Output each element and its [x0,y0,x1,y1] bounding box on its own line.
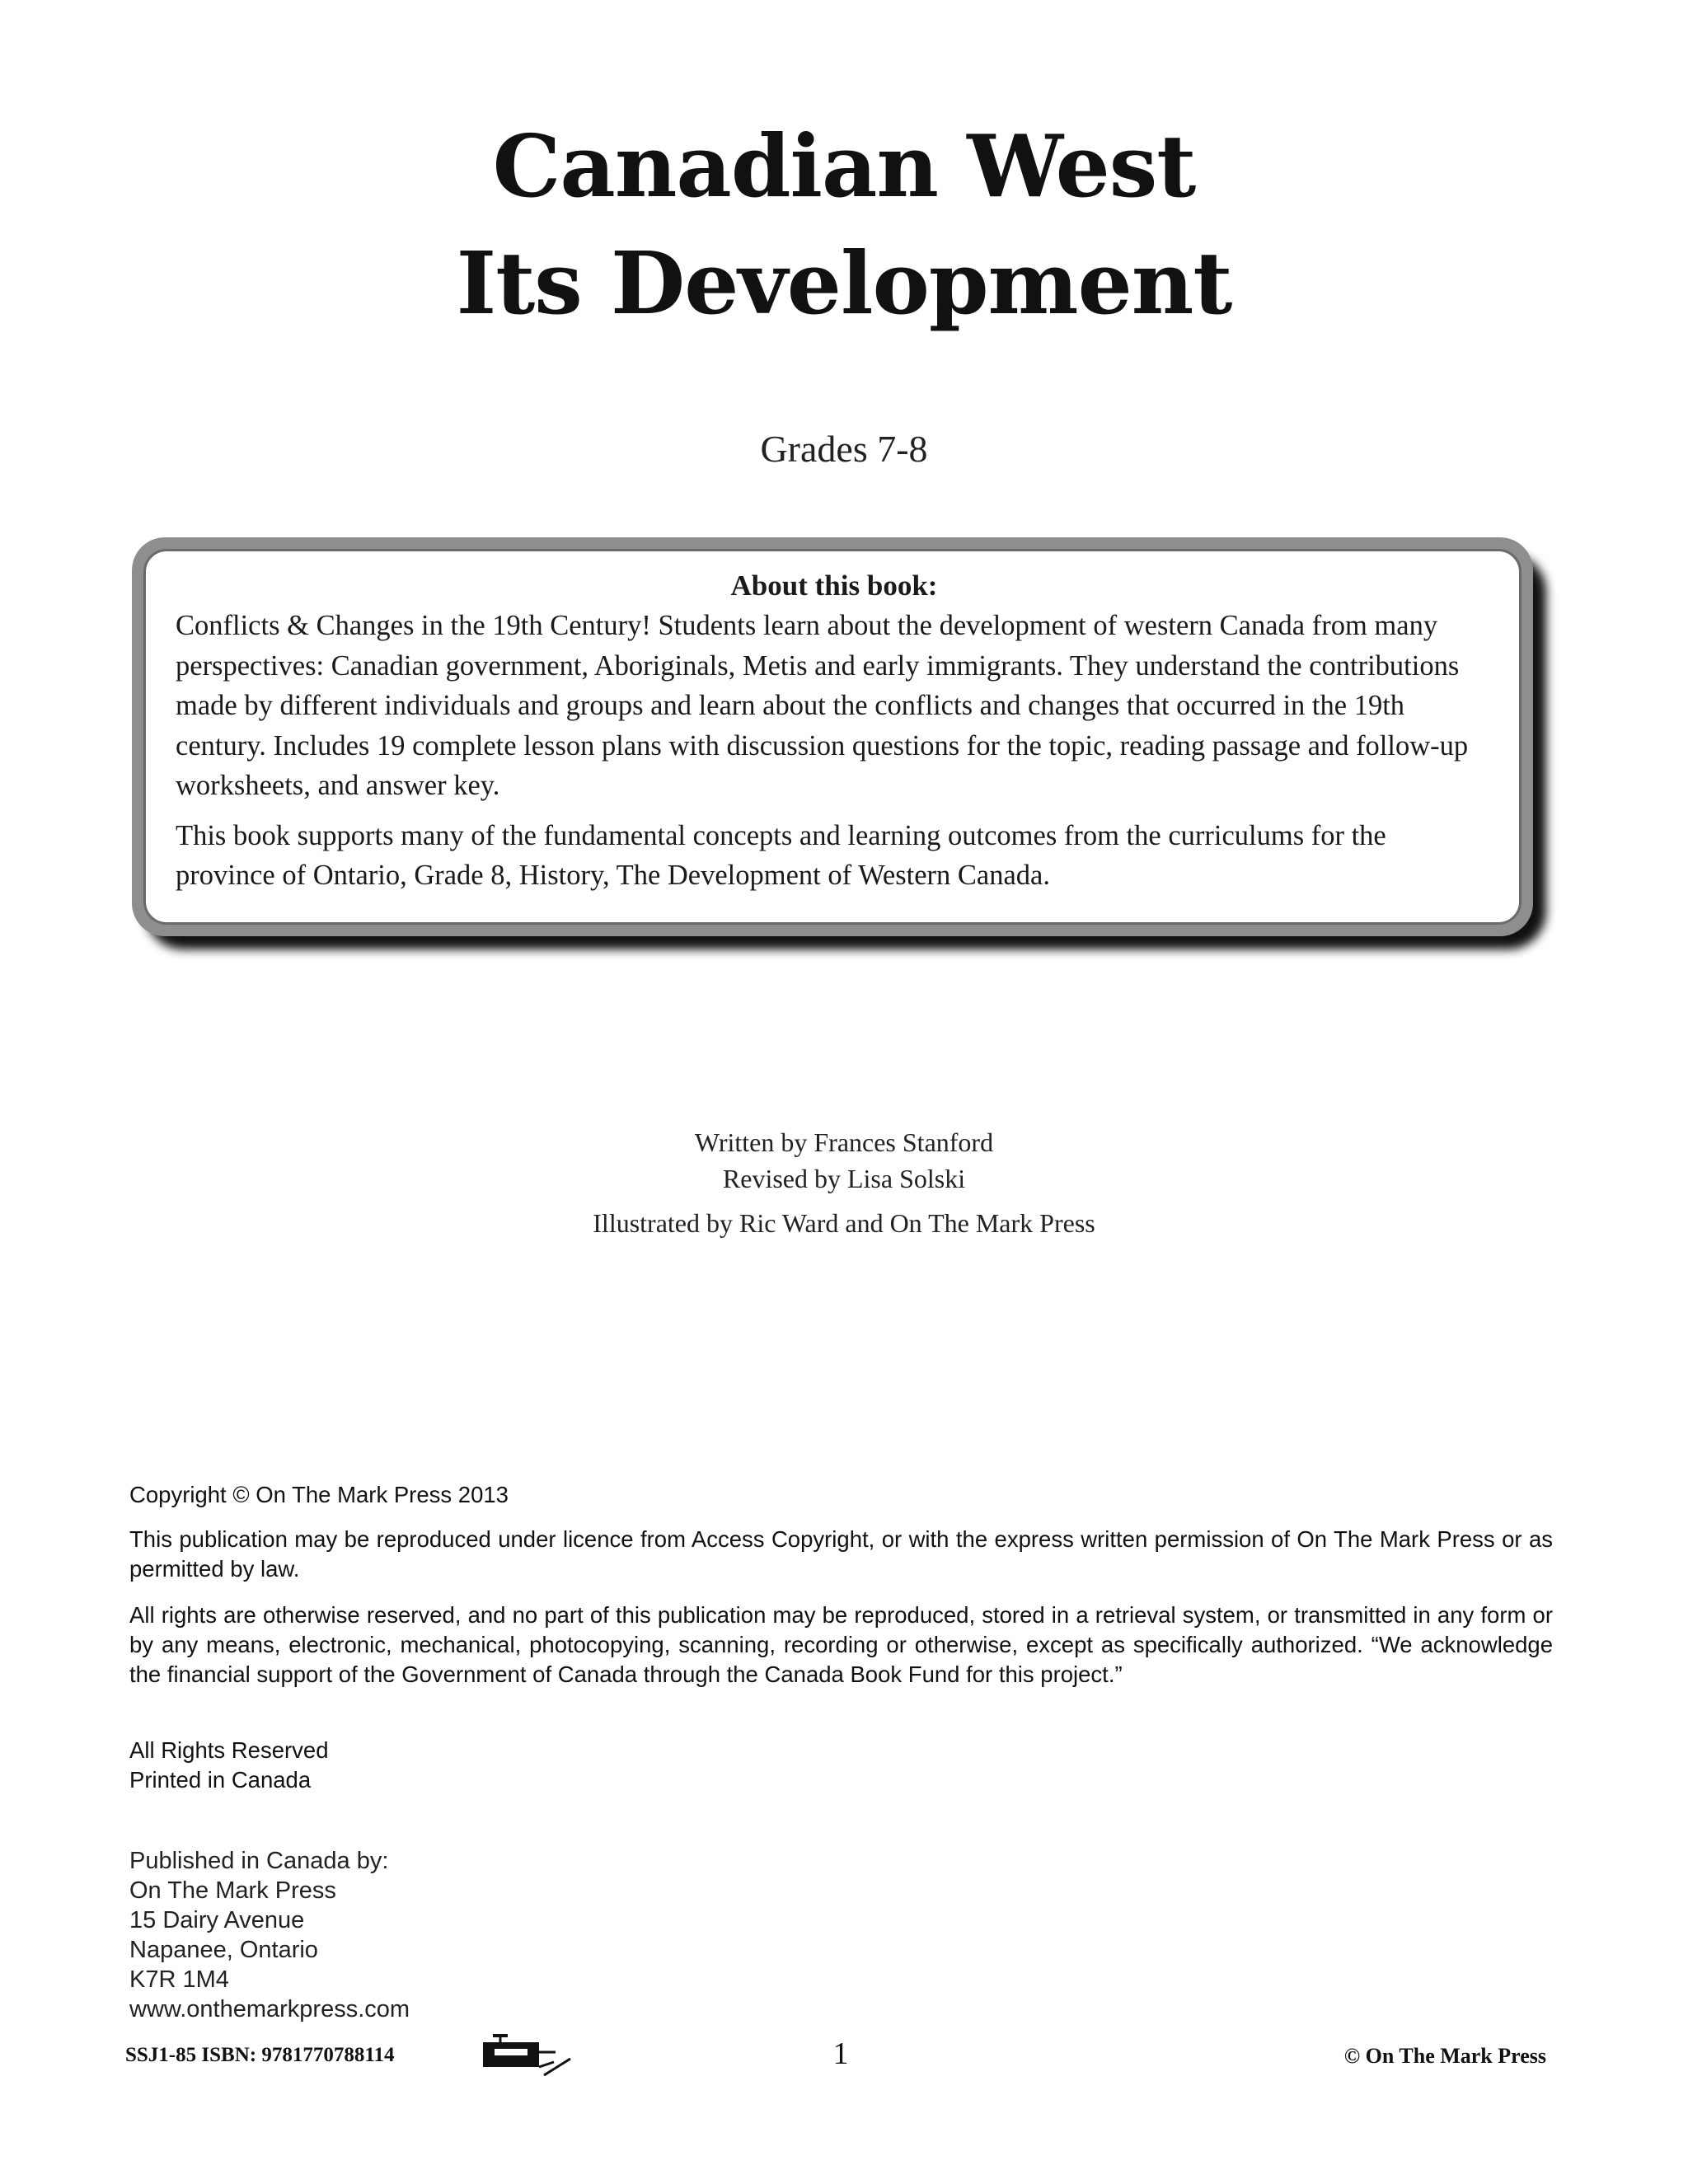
about-box [132,537,1533,936]
rights-paragraph: All rights are otherwise reserved, and no part of this publication may be reproduced, stored in a retrieval system, or transmitted in any form or by any means, electronic, mechanical, photocopying, scanning, recording or otherwise, except as specifically authorized. “We acknowledge the financial support of the Government of Canada through the Canada Book Fund for this project.” [129,1602,1553,1687]
reviser-credit: Revised by Lisa Solski [722,1164,966,1193]
about-paragraph-2: This book supports many of the fundamental concepts and learning outcomes from the curriculums for the province of Ontario, Grade 8, History, The Development of Western Canada. [176,819,1386,891]
licence-paragraph: This publication may be reproduced under licence from Access Copyright, or with the express written permission of On The Mark Press or as permitted by law. [129,1526,1553,1582]
title-line-2: Its Development [456,232,1232,334]
publisher-street: 15 Dairy Avenue [129,1907,305,1933]
publisher-postal-code: K7R 1M4 [129,1966,229,1993]
author-credit: Written by Frances Stanford [694,1127,994,1157]
page-number: 1 [832,2036,849,2071]
publisher-name: On The Mark Press [129,1877,336,1904]
publisher-city: Napanee, Ontario [129,1937,318,1963]
about-box-inner [143,549,1522,925]
publisher-logo-icon [478,2031,577,2080]
publisher-label: Published in Canada by: [129,1848,389,1874]
footer-isbn: SSJ1-85 ISBN: 9781770788114 [125,2044,395,2066]
about-heading: About this book: [730,569,938,602]
about-paragraph-1: Conflicts & Changes in the 19th Century! Students learn about the development of western Canada from many perspectives: Canadian government, Aboriginals, Metis and early immigrants. They understand the contributions made by different individuals and groups and learn about the conflicts and changes that occurred in the 19th century. Includes 19 complete lesson plans with discussion questions for the topic, reading passage and follow-up worksheets, and answer key. [176,610,1469,801]
all-rights-reserved: All Rights Reserved [129,1737,329,1763]
publisher-website[interactable]: www.onthemarkpress.com [129,1996,410,2022]
illustrator-credit: Illustrated by Ric Ward and On The Mark Press [593,1208,1095,1238]
footer-copyright: © On The Mark Press [1343,2044,1546,2068]
grade-level: Grades 7-8 [760,428,928,470]
printed-in: Printed in Canada [129,1767,312,1793]
copyright-line: Copyright © On The Mark Press 2013 [129,1482,509,1507]
title-line-1: Canadian West [492,115,1196,217]
